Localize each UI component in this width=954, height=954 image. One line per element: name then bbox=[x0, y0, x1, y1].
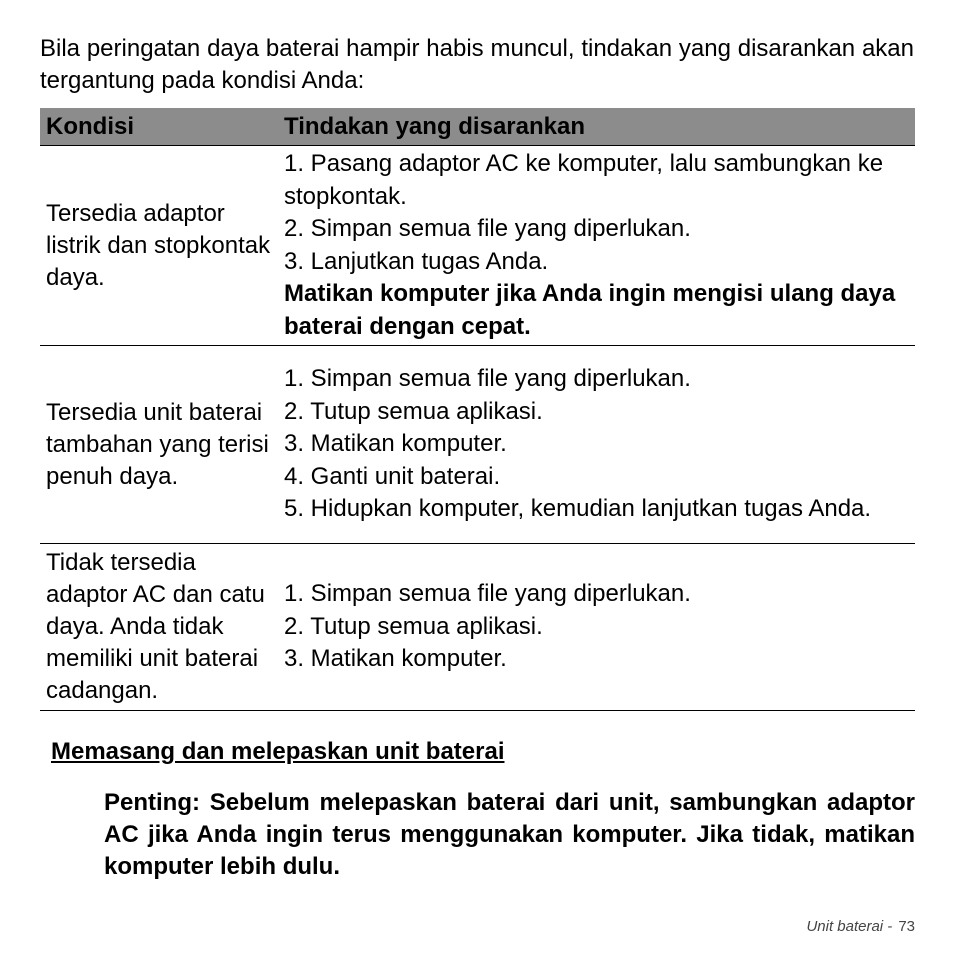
action-step: 3. Lanjutkan tugas Anda. bbox=[284, 247, 549, 275]
important-note: Penting: Sebelum melepaskan baterai dari unit, sambungkan adaptor AC jika Anda ingin terus menggunakan komputer. Jika tidak, matikan komputer lebih dulu. bbox=[104, 789, 915, 880]
action-step: 4. Ganti unit baterai. bbox=[284, 462, 501, 490]
row-condition: Tersedia adaptor listrik dan stopkontak daya. bbox=[46, 199, 271, 291]
action-step: 1. Simpan semua file yang diperlukan. bbox=[284, 365, 691, 393]
header-condition: Kondisi bbox=[46, 112, 134, 140]
row-condition: Tidak tersedia adaptor AC dan catu daya. Anda tidak memiliki unit baterai cadangan. bbox=[46, 549, 265, 704]
table-row bbox=[40, 544, 915, 711]
intro-paragraph: Bila peringatan daya baterai hampir habis muncul, tindakan yang disarankan akan tergantung pada kondisi Anda: bbox=[40, 35, 914, 94]
action-step: 1. Pasang adaptor AC ke komputer, lalu sambungkan ke stopkontak. bbox=[284, 150, 884, 210]
row-condition: Tersedia unit baterai tambahan yang terisi penuh daya. bbox=[46, 398, 269, 490]
action-step: 2. Simpan semua file yang diperlukan. bbox=[284, 215, 691, 242]
battery-action-table bbox=[40, 108, 915, 711]
table-row bbox=[40, 346, 915, 544]
table-row bbox=[40, 146, 915, 346]
action-step: 1. Simpan semua file yang diperlukan. bbox=[284, 580, 691, 608]
footer-label: Unit baterai - bbox=[806, 918, 893, 935]
action-step: 5. Hidupkan komputer, kemudian lanjutkan tugas Anda. bbox=[284, 495, 872, 523]
action-step: 2. Tutup semua aplikasi. bbox=[284, 397, 543, 425]
table-header bbox=[40, 108, 915, 146]
header-action: Tindakan yang disarankan bbox=[284, 112, 585, 140]
action-step: 2. Tutup semua aplikasi. bbox=[284, 612, 543, 640]
page-number: 73 bbox=[898, 918, 915, 935]
row-actions bbox=[279, 146, 915, 345]
action-step: 3. Matikan komputer. bbox=[284, 430, 507, 458]
section-heading: Memasang dan melepaskan unit baterai bbox=[51, 738, 505, 765]
row-actions bbox=[279, 346, 915, 543]
page-footer bbox=[806, 918, 915, 935]
row-actions bbox=[279, 544, 915, 710]
action-step: 3. Matikan komputer. bbox=[284, 645, 507, 673]
action-note: Matikan komputer jika Anda ingin mengisi ulang daya baterai dengan cepat. bbox=[284, 280, 896, 340]
